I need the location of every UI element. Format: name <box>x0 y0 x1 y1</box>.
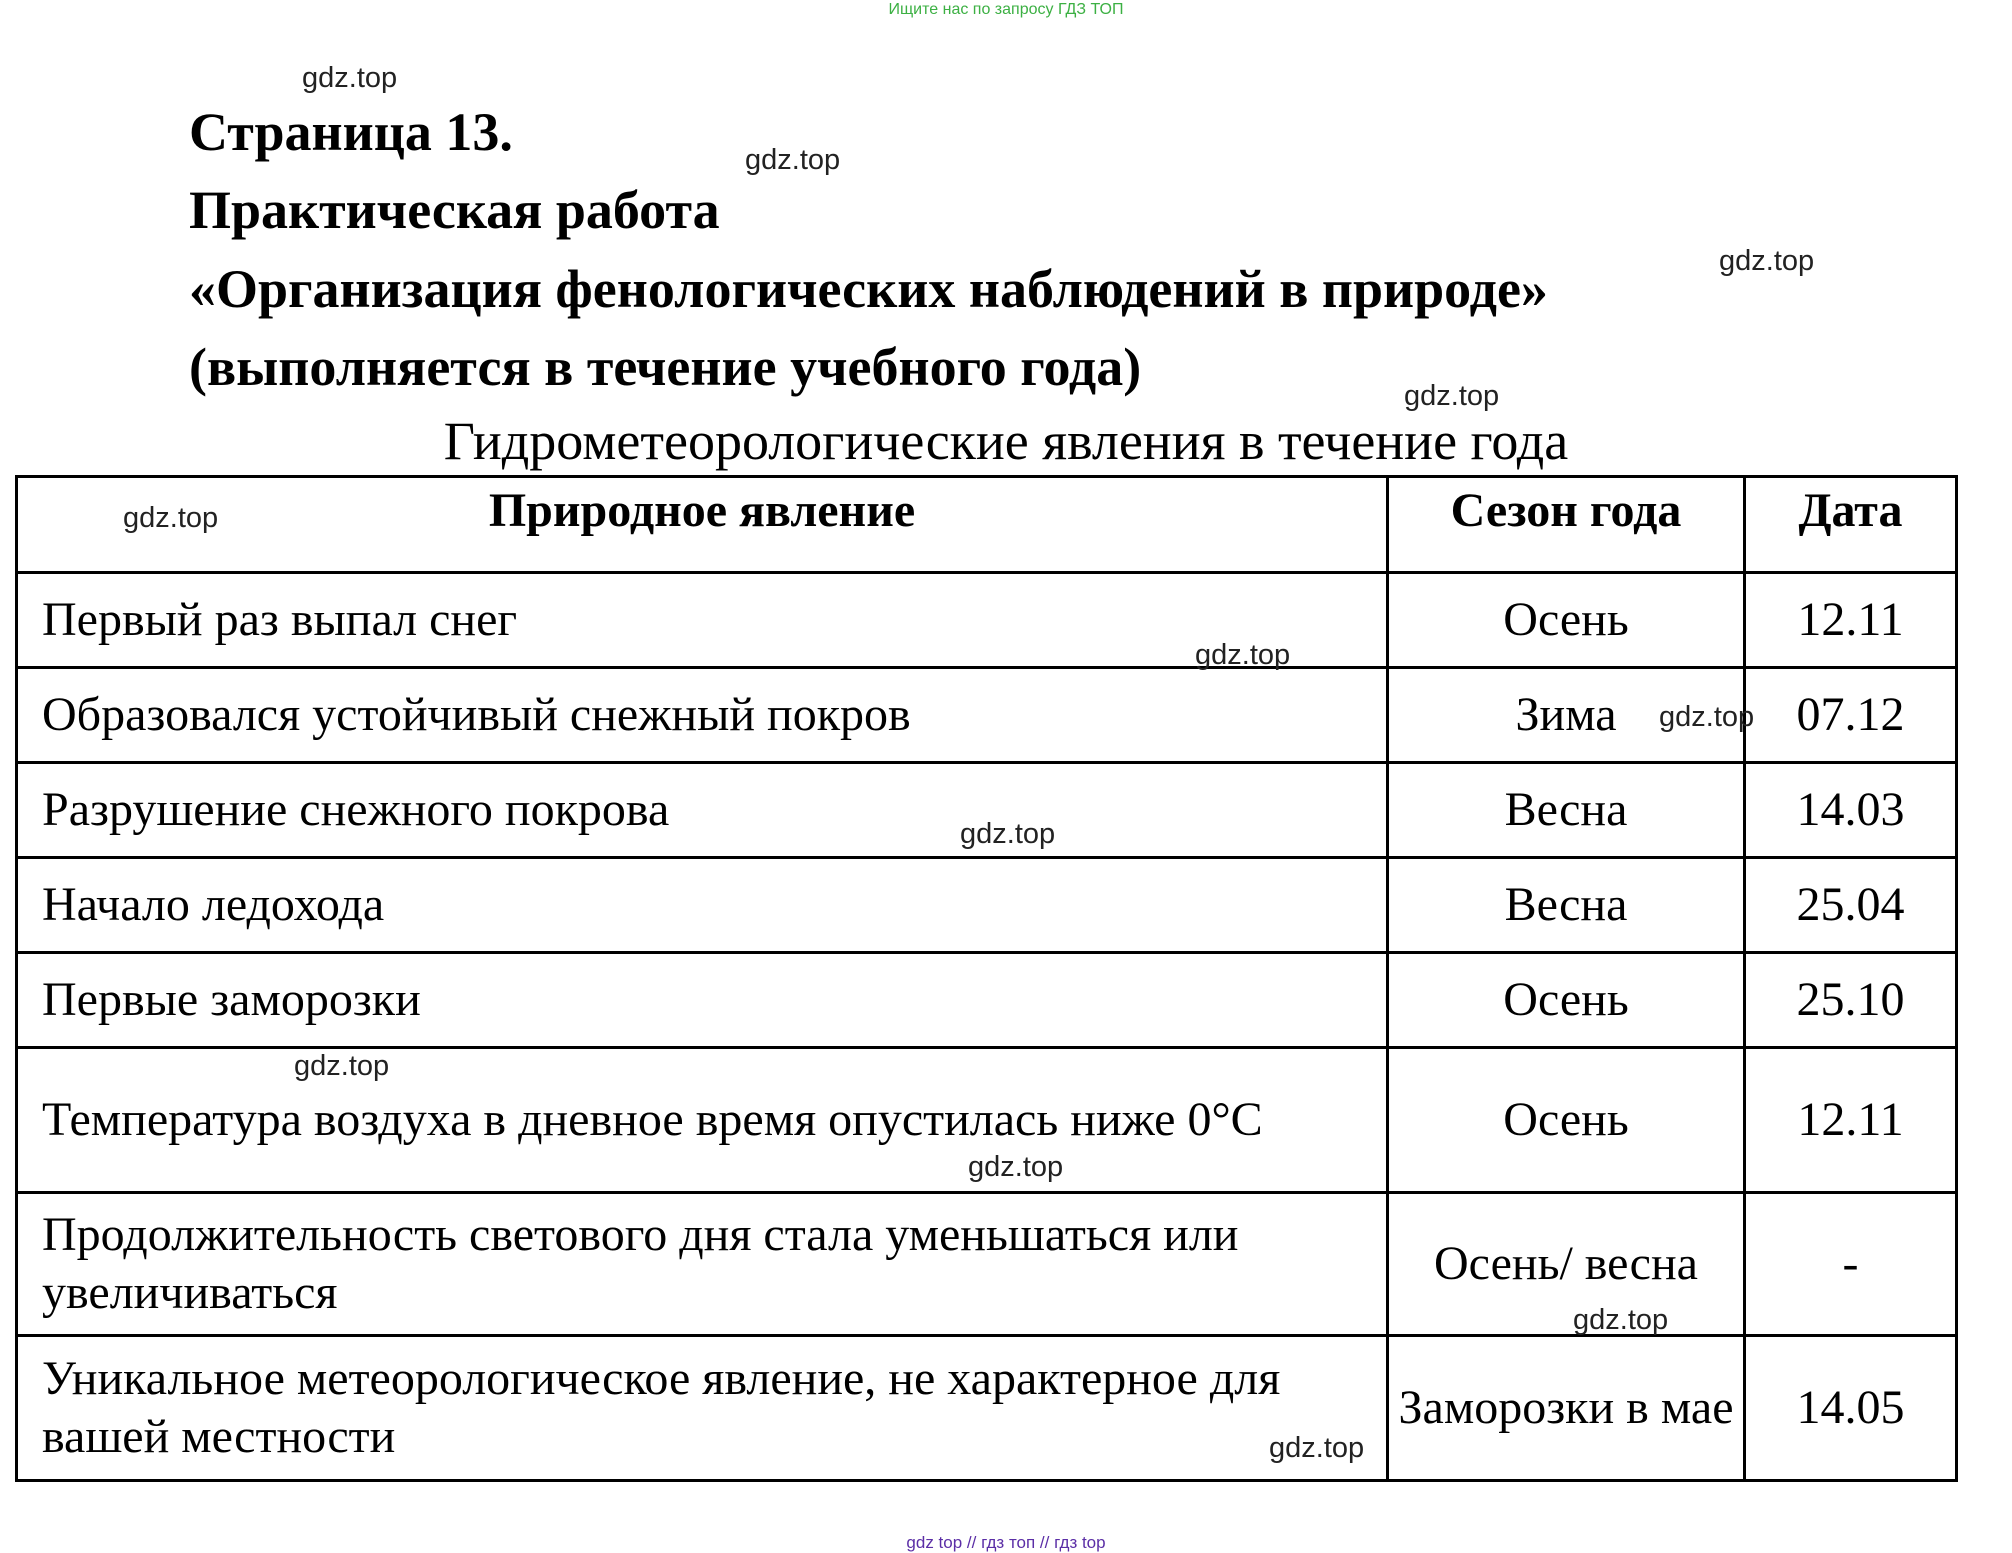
date-cell: - <box>1745 1193 1957 1336</box>
top-search-link[interactable]: Ищите нас по запросу ГДЗ ТОП <box>888 1 1124 18</box>
watermark: gdz.top <box>1195 639 1291 671</box>
season-cell: Осень <box>1388 953 1745 1048</box>
season-cell: Весна <box>1388 763 1745 858</box>
date-cell: 12.11 <box>1745 573 1957 668</box>
phenomenon-cell: Начало ледохода <box>17 858 1388 953</box>
season-cell: Осень <box>1388 1048 1745 1193</box>
watermark: gdz.top <box>1659 701 1755 733</box>
column-header-phenomenon: Природное явление <box>17 477 1388 573</box>
table-row <box>17 858 1957 953</box>
phenomenon-cell: Уникальное метеорологическое явление, не характерное для вашей местности <box>17 1336 1388 1481</box>
season-cell: Зима <box>1388 668 1745 763</box>
season-cell: Заморозки в мае <box>1388 1336 1745 1481</box>
date-cell: 25.10 <box>1745 953 1957 1048</box>
phenomenon-cell: Разрушение снежного покрова <box>17 763 1388 858</box>
page-number-heading: Страница 13. <box>189 102 513 162</box>
table-header-row <box>17 477 1957 573</box>
watermark: gdz.top <box>960 818 1056 850</box>
date-cell: 14.03 <box>1745 763 1957 858</box>
watermark: gdz.top <box>1269 1432 1365 1464</box>
work-note-heading: (выполняется в течение учебного года) <box>189 337 1142 397</box>
watermark: gdz.top <box>1573 1304 1669 1336</box>
date-cell: 14.05 <box>1745 1336 1957 1481</box>
work-title-heading: Практическая работа <box>189 180 720 240</box>
table-row <box>17 573 1957 668</box>
phenomenon-cell: Первый раз выпал снег <box>17 573 1388 668</box>
watermark: gdz.top <box>123 502 219 534</box>
watermark: gdz.top <box>302 62 398 94</box>
watermark: gdz.top <box>968 1151 1064 1183</box>
table-row <box>17 1336 1957 1481</box>
phenomenon-cell: Образовался устойчивый снежный покров <box>17 668 1388 763</box>
phenomenon-cell: Продолжительность светового дня стала уменьшаться или увеличиваться <box>17 1193 1388 1336</box>
phenomenon-cell: Первые заморозки <box>17 953 1388 1048</box>
column-header-season: Сезон года <box>1388 477 1745 573</box>
phenomenon-cell: Температура воздуха в дневное время опустилась ниже 0°C <box>17 1048 1388 1193</box>
date-cell: 07.12 <box>1745 668 1957 763</box>
date-cell: 25.04 <box>1745 858 1957 953</box>
table-title: Гидрометеорологические явления в течение года <box>443 411 1569 471</box>
table-row <box>17 953 1957 1048</box>
work-topic-heading: «Организация фенологических наблюдений в природе» <box>189 259 1548 319</box>
season-cell: Осень/ весна <box>1388 1193 1745 1336</box>
season-cell: Осень <box>1388 573 1745 668</box>
watermark: gdz.top <box>745 144 841 176</box>
watermark: gdz.top <box>1404 380 1500 412</box>
footer-watermark-links: gdz top // гдз топ // гдз top <box>906 1533 1106 1552</box>
watermark: gdz.top <box>294 1050 390 1082</box>
watermark: gdz.top <box>1719 245 1815 277</box>
column-header-date: Дата <box>1745 477 1957 573</box>
date-cell: 12.11 <box>1745 1048 1957 1193</box>
season-cell: Весна <box>1388 858 1745 953</box>
